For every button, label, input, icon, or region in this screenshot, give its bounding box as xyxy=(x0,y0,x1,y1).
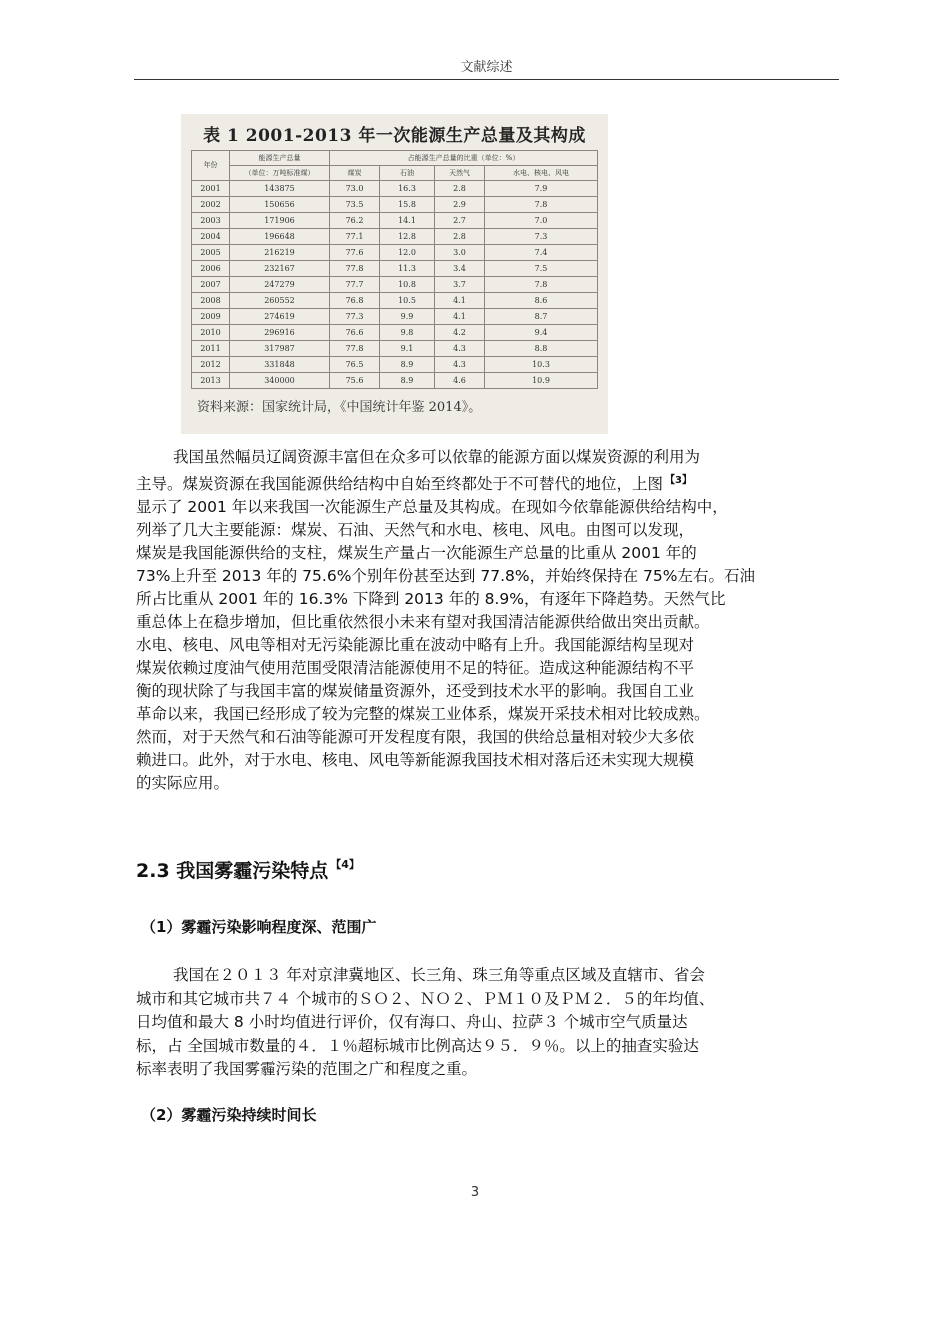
table-cell: 7.8 xyxy=(485,277,598,293)
table-cell: 7.8 xyxy=(485,197,598,213)
table-cell: 73.5 xyxy=(330,197,380,213)
col-other-header: 水电、核电、风电 xyxy=(485,166,598,181)
table-row xyxy=(192,245,598,261)
table-cell: 2.8 xyxy=(435,229,485,245)
paragraph-smog-scope xyxy=(136,964,714,1082)
col-coal-header: 煤炭 xyxy=(330,166,380,181)
table-cell: 14.1 xyxy=(380,213,435,229)
table-cell: 247279 xyxy=(230,277,330,293)
table-cell: 2.8 xyxy=(435,181,485,197)
table-cell: 2007 xyxy=(192,277,230,293)
table-title: 表 1 2001-2013 年一次能源生产总量及其构成 xyxy=(203,126,586,146)
table-cell: 76.6 xyxy=(330,325,380,341)
paragraph-line: 我国在２０１３ 年对京津冀地区、长三角、珠三角等重点区域及直辖市、省会 xyxy=(173,966,705,984)
paragraph-line: 标，占 全国城市数量的４．１％超标城市比例高达９５．９％。以上的抽查实验达 xyxy=(136,1036,699,1055)
table-cell: 10.3 xyxy=(485,357,598,373)
table-cell: 2008 xyxy=(192,293,230,309)
table-row xyxy=(192,357,598,373)
table-cell: 4.2 xyxy=(435,325,485,341)
table-cell: 2011 xyxy=(192,341,230,357)
table-cell: 8.9 xyxy=(380,373,435,389)
table-cell: 2006 xyxy=(192,261,230,277)
table-cell: 7.3 xyxy=(485,229,598,245)
page-number: 3 xyxy=(470,1185,480,1200)
paragraph-line xyxy=(136,469,755,496)
running-header: 文献综述 xyxy=(134,56,839,80)
table-cell: 9.1 xyxy=(380,341,435,357)
table-cell: 8.6 xyxy=(485,293,598,309)
table-cell: 317987 xyxy=(230,341,330,357)
table-cell: 7.5 xyxy=(485,261,598,277)
table-cell: 2.7 xyxy=(435,213,485,229)
paragraph-line: 标率表明了我国雾霾污染的范围之广和程度之重。 xyxy=(136,1060,478,1078)
table-cell: 7.0 xyxy=(485,213,598,229)
paragraph-line: 赖进口。此外，对于水电、核电、风电等新能源我国技术相对落后还未实现大规模 xyxy=(136,751,695,769)
table-cell: 10.9 xyxy=(485,373,598,389)
table-cell: 340000 xyxy=(230,373,330,389)
table-cell: 2013 xyxy=(192,373,230,389)
table-cell: 150656 xyxy=(230,197,330,213)
table-cell: 4.1 xyxy=(435,293,485,309)
table-cell: 2005 xyxy=(192,245,230,261)
table-cell: 77.3 xyxy=(330,309,380,325)
table-figure xyxy=(181,114,608,434)
table-cell: 216219 xyxy=(230,245,330,261)
table-cell: 77.6 xyxy=(330,245,380,261)
table-cell: 8.8 xyxy=(485,341,598,357)
table-cell: 76.5 xyxy=(330,357,380,373)
table-cell: 10.8 xyxy=(380,277,435,293)
table-cell: 16.3 xyxy=(380,181,435,197)
paragraph-line: 列举了几大主要能源：煤炭、石油、天然气和水电、核电、风电。由图可以发现， xyxy=(136,521,695,539)
table-cell: 73.0 xyxy=(330,181,380,197)
table-cell: 331848 xyxy=(230,357,330,373)
table-row xyxy=(192,261,598,277)
table-row xyxy=(192,277,598,293)
table-cell: 2010 xyxy=(192,325,230,341)
paragraph-line: 水电、核电、风电等相对无污染能源比重在波动中略有上升。我国能源结构呈现对 xyxy=(136,636,695,654)
table-cell: 12.0 xyxy=(380,245,435,261)
table-cell: 9.9 xyxy=(380,309,435,325)
table-cell: 8.9 xyxy=(380,357,435,373)
table-cell: 77.8 xyxy=(330,341,380,357)
table-cell: 9.4 xyxy=(485,325,598,341)
table-row xyxy=(192,309,598,325)
table-cell: 2002 xyxy=(192,197,230,213)
col-oil-header: 石油 xyxy=(380,166,435,181)
table-row xyxy=(192,341,598,357)
section-title: 2.3 我国雾霾污染特点 xyxy=(136,860,329,882)
table-cell: 274619 xyxy=(230,309,330,325)
table-cell: 4.3 xyxy=(435,357,485,373)
table-row xyxy=(192,197,598,213)
table-cell: 75.6 xyxy=(330,373,380,389)
table-cell: 3.4 xyxy=(435,261,485,277)
table-cell: 76.2 xyxy=(330,213,380,229)
table-cell: 7.9 xyxy=(485,181,598,197)
col-total-header: 能源生产总量 xyxy=(230,151,330,166)
paragraph-line: 城市和其它城市共７４ 个城市的ＳＯ２、ＮＯ２、ＰＭ１０及ＰＭ２．５的年均值、 xyxy=(136,989,715,1008)
table-cell: 7.4 xyxy=(485,245,598,261)
table-cell: 10.5 xyxy=(380,293,435,309)
col-share-group-header: 占能源生产总量的比重（单位：%） xyxy=(330,151,598,166)
paragraph-line: 煤炭是我国能源供给的支柱，煤炭生产量占一次能源生产总量的比重从 2001 年的 xyxy=(136,544,697,562)
table-cell: 296916 xyxy=(230,325,330,341)
table-cell: 77.8 xyxy=(330,261,380,277)
table-cell: 260552 xyxy=(230,293,330,309)
col-year-header: 年份 xyxy=(192,151,230,181)
table-cell: 2001 xyxy=(192,181,230,197)
table-cell: 196648 xyxy=(230,229,330,245)
citation-marker: 【3】 xyxy=(665,475,692,486)
table-row xyxy=(192,213,598,229)
table-cell: 2.9 xyxy=(435,197,485,213)
table-row xyxy=(192,181,598,197)
table-row xyxy=(192,325,598,341)
table-cell: 15.8 xyxy=(380,197,435,213)
energy-table xyxy=(191,150,598,389)
table-cell: 77.1 xyxy=(330,229,380,245)
subheading-duration: （2）雾霾污染持续时间长 xyxy=(141,1106,317,1124)
table-cell: 3.0 xyxy=(435,245,485,261)
table-row xyxy=(192,293,598,309)
paragraph-line: 衡的现状除了与我国丰富的煤炭储量资源外，还受到技术水平的影响。我国自工业 xyxy=(136,682,695,700)
table-cell: 4.3 xyxy=(435,341,485,357)
table-cell: 232167 xyxy=(230,261,330,277)
citation-marker: 【4】 xyxy=(330,858,360,871)
col-gas-header: 天然气 xyxy=(435,166,485,181)
subheading-scope: （1）雾霾污染影响程度深、范围广 xyxy=(141,918,377,936)
table-cell: 11.3 xyxy=(380,261,435,277)
paragraph-line: 煤炭依赖过度油气使用范围受限清洁能源使用不足的特征。造成这种能源结构不平 xyxy=(136,659,695,677)
table-cell: 2012 xyxy=(192,357,230,373)
table-cell: 2003 xyxy=(192,213,230,229)
table-cell: 76.8 xyxy=(330,293,380,309)
section-heading xyxy=(136,856,360,883)
paragraph-line: 73%上升至 2013 年的 75.6%个别年份甚至达到 77.8%，并始终保持在 75%左右。石油 xyxy=(136,567,755,585)
paragraph-line: 重总体上在稳步增加，但比重依然很小未来有望对我国清洁能源供给做出突出贡献。 xyxy=(136,613,710,631)
paragraph-line: 革命以来，我国已经形成了较为完整的煤炭工业体系，煤炭开采技术相对比较成熟。 xyxy=(136,705,710,723)
paragraph-line: 显示了 2001 年以来我国一次能源生产总量及其构成。在现如今依靠能源供给结构中， xyxy=(136,498,728,516)
table-cell: 9.8 xyxy=(380,325,435,341)
table-source: 资料来源：国家统计局，《中国统计年鉴 2014》。 xyxy=(197,400,482,415)
col-total-unit: （单位：万吨标准煤） xyxy=(230,166,330,181)
table-cell: 4.1 xyxy=(435,309,485,325)
paragraph-line: 所占比重从 2001 年的 16.3% 下降到 2013 年的 8.9%，有逐年下降趋势。天然气比 xyxy=(136,590,726,608)
table-cell: 3.7 xyxy=(435,277,485,293)
table-cell: 2004 xyxy=(192,229,230,245)
table-cell: 4.6 xyxy=(435,373,485,389)
table-cell: 12.8 xyxy=(380,229,435,245)
table-row xyxy=(192,373,598,389)
table-body xyxy=(192,181,598,389)
table-cell: 77.7 xyxy=(330,277,380,293)
line-text: 主导。煤炭资源在我国能源供给结构中自始至终都处于不可替代的地位，上图 xyxy=(136,475,664,493)
table-cell: 8.7 xyxy=(485,309,598,325)
table-row xyxy=(192,229,598,245)
paragraph-energy-structure xyxy=(136,446,755,795)
paragraph-line: 我国虽然幅员辽阔资源丰富但在众多可以依靠的能源方面以煤炭资源的利用为 xyxy=(173,448,701,466)
paragraph-line: 的实际应用。 xyxy=(136,774,230,792)
table-cell: 143875 xyxy=(230,181,330,197)
paragraph-line: 然而，对于天然气和石油等能源可开发程度有限，我国的供给总量相对较少大多依 xyxy=(136,728,695,746)
table-cell: 2009 xyxy=(192,309,230,325)
table-cell: 171906 xyxy=(230,213,330,229)
paragraph-line: 日均值和最大 8 小时均值进行评价，仅有海口、舟山、拉萨３ 个城市空气质量达 xyxy=(136,1013,688,1031)
